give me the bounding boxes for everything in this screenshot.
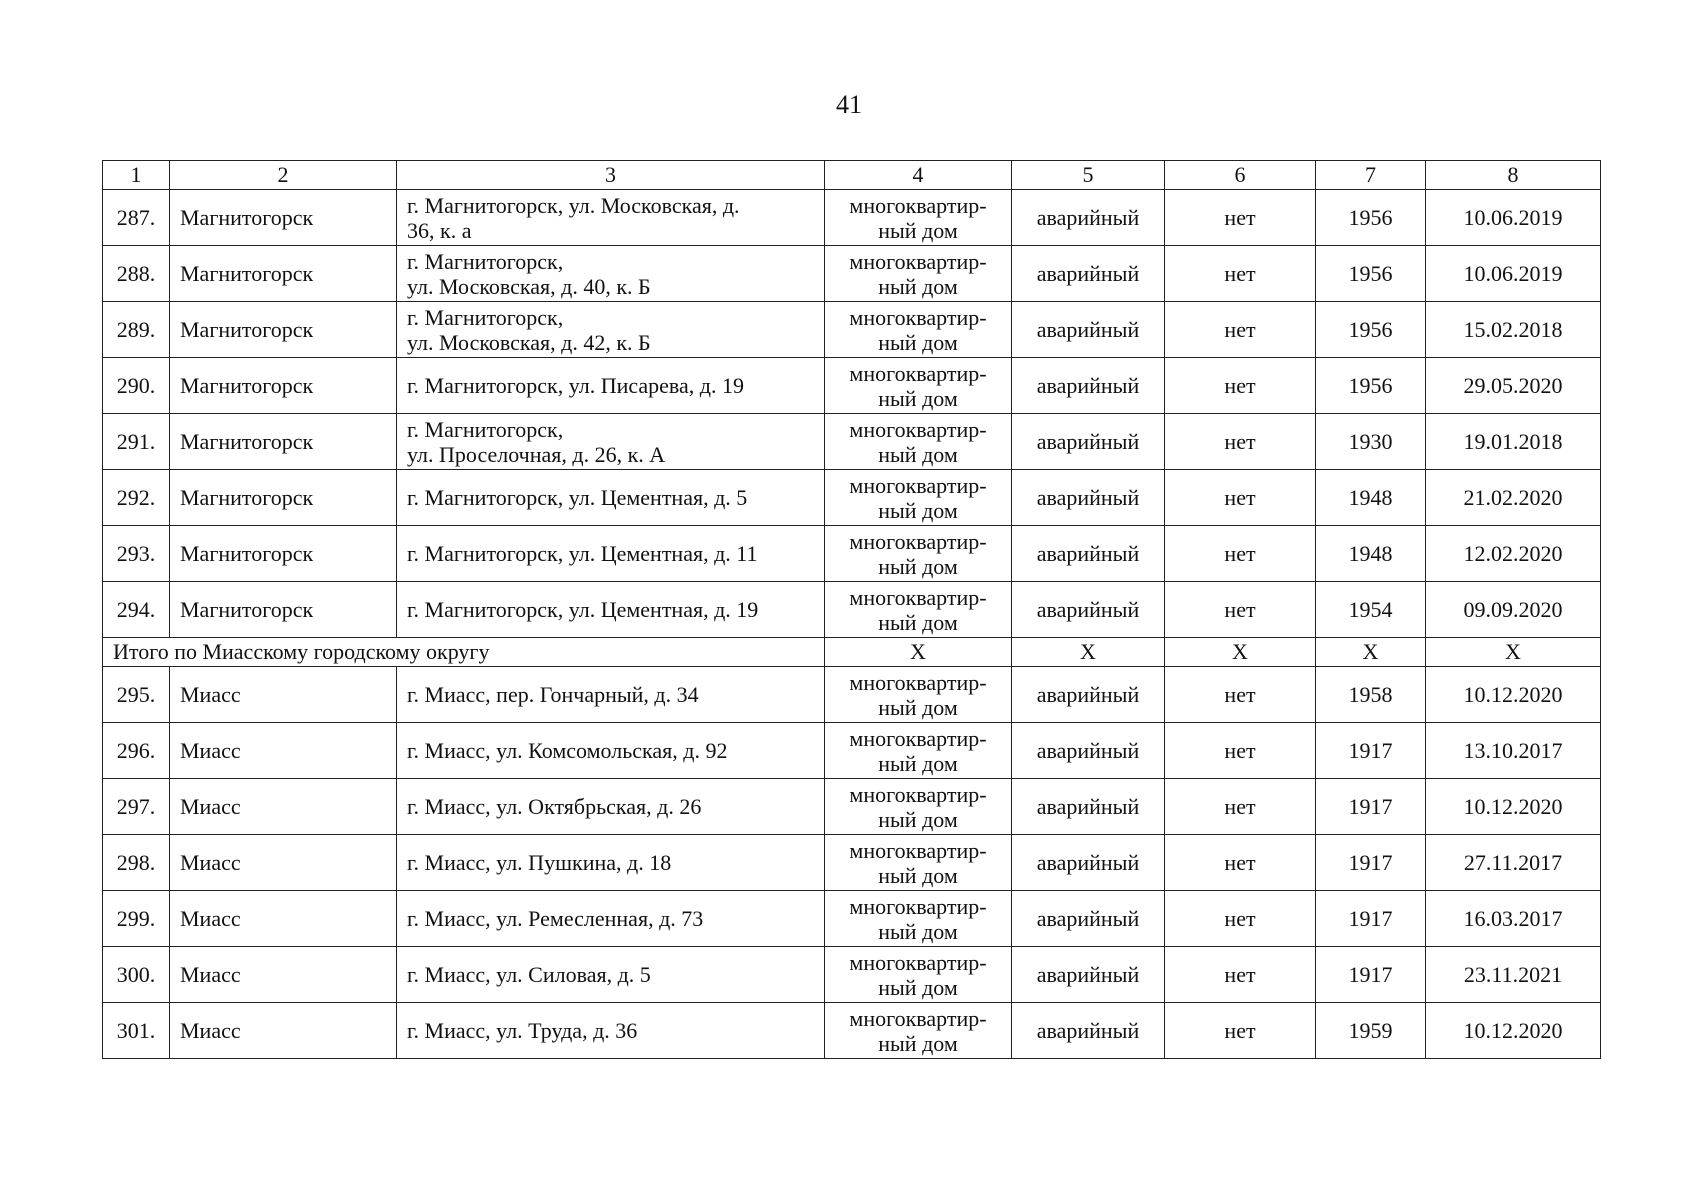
address-cell-line: г. Миасс, ул. Комсомольская, д. 92 xyxy=(407,738,728,763)
table-row xyxy=(103,891,1601,947)
city-cell: Миасс xyxy=(170,835,397,891)
city-cell: Магнитогорск xyxy=(170,190,397,246)
table-row xyxy=(103,667,1601,723)
building-type-cell-line: многоквартир- xyxy=(849,248,987,274)
building-type-cell-line: ный дом xyxy=(878,497,958,523)
row-number: 297. xyxy=(103,779,170,835)
building-type-cell-line: ный дом xyxy=(878,1030,958,1056)
table-row xyxy=(103,582,1601,638)
year-cell: 1930 xyxy=(1316,414,1426,470)
address-cell xyxy=(397,835,825,891)
building-type-cell-line: многоквартир- xyxy=(849,192,987,218)
city-cell: Миасс xyxy=(170,667,397,723)
building-type-cell-line: многоквартир- xyxy=(849,528,987,554)
column-header: 3 xyxy=(397,161,825,190)
city-cell: Магнитогорск xyxy=(170,302,397,358)
condition-cell: аварийный xyxy=(1012,526,1165,582)
table-row xyxy=(103,779,1601,835)
date-cell: 10.06.2019 xyxy=(1426,246,1601,302)
flag-cell: нет xyxy=(1165,358,1316,414)
condition-cell: аварийный xyxy=(1012,947,1165,1003)
building-type-cell xyxy=(825,246,1012,302)
address-cell-line: г. Магнитогорск, ул. Московская, д. xyxy=(407,192,740,218)
building-type-cell xyxy=(825,190,1012,246)
address-cell-line: г. Магнитогорск, xyxy=(407,416,564,442)
subtotal-cell: Х xyxy=(825,638,1012,667)
year-cell: 1956 xyxy=(1316,190,1426,246)
address-cell xyxy=(397,582,825,638)
table-row xyxy=(103,1003,1601,1059)
date-cell: 16.03.2017 xyxy=(1426,891,1601,947)
row-number: 296. xyxy=(103,723,170,779)
building-type-cell xyxy=(825,947,1012,1003)
city-cell: Магнитогорск xyxy=(170,526,397,582)
address-cell-line: ул. Московская, д. 42, к. Б xyxy=(407,329,651,355)
building-type-cell-line: многоквартир- xyxy=(849,837,987,863)
date-cell: 27.11.2017 xyxy=(1426,835,1601,891)
year-cell: 1956 xyxy=(1316,358,1426,414)
address-cell-line: 36, к. а xyxy=(407,217,472,243)
address-cell xyxy=(397,1003,825,1059)
row-number: 293. xyxy=(103,526,170,582)
subtotal-cell: Х xyxy=(1012,638,1165,667)
table-row xyxy=(103,358,1601,414)
year-cell: 1959 xyxy=(1316,1003,1426,1059)
building-type-cell xyxy=(825,582,1012,638)
row-number: 289. xyxy=(103,302,170,358)
date-cell: 10.12.2020 xyxy=(1426,1003,1601,1059)
year-cell: 1956 xyxy=(1316,302,1426,358)
building-type-cell-line: ный дом xyxy=(878,862,958,888)
year-cell: 1948 xyxy=(1316,526,1426,582)
flag-cell: нет xyxy=(1165,414,1316,470)
column-header: 2 xyxy=(170,161,397,190)
year-cell: 1956 xyxy=(1316,246,1426,302)
column-header: 6 xyxy=(1165,161,1316,190)
year-cell: 1917 xyxy=(1316,779,1426,835)
condition-cell: аварийный xyxy=(1012,414,1165,470)
flag-cell: нет xyxy=(1165,891,1316,947)
subtotal-label: Итого по Миасскому городскому округу xyxy=(103,638,825,667)
building-type-cell-line: многоквартир- xyxy=(849,584,987,610)
address-cell xyxy=(397,358,825,414)
building-type-cell-line: ный дом xyxy=(878,553,958,579)
city-cell: Магнитогорск xyxy=(170,246,397,302)
flag-cell: нет xyxy=(1165,582,1316,638)
city-cell: Миасс xyxy=(170,723,397,779)
city-cell: Миасс xyxy=(170,1003,397,1059)
building-type-cell xyxy=(825,414,1012,470)
building-type-cell-line: ный дом xyxy=(878,918,958,944)
building-type-cell xyxy=(825,526,1012,582)
row-number: 288. xyxy=(103,246,170,302)
condition-cell: аварийный xyxy=(1012,302,1165,358)
address-cell xyxy=(397,526,825,582)
building-type-cell-line: многоквартир- xyxy=(849,725,987,751)
condition-cell: аварийный xyxy=(1012,723,1165,779)
building-type-cell-line: ный дом xyxy=(878,441,958,467)
condition-cell: аварийный xyxy=(1012,246,1165,302)
year-cell: 1917 xyxy=(1316,947,1426,1003)
building-type-cell-line: многоквартир- xyxy=(849,893,987,919)
address-cell xyxy=(397,190,825,246)
building-type-cell xyxy=(825,302,1012,358)
table-body xyxy=(103,190,1601,1059)
building-type-cell-line: многоквартир- xyxy=(849,949,987,975)
table-row xyxy=(103,723,1601,779)
table-row xyxy=(103,526,1601,582)
city-cell: Магнитогорск xyxy=(170,582,397,638)
building-type-cell-line: ный дом xyxy=(878,217,958,243)
year-cell: 1917 xyxy=(1316,723,1426,779)
housing-register-table xyxy=(102,160,1601,1059)
flag-cell: нет xyxy=(1165,246,1316,302)
building-type-cell xyxy=(825,835,1012,891)
date-cell: 23.11.2021 xyxy=(1426,947,1601,1003)
date-cell: 10.12.2020 xyxy=(1426,779,1601,835)
column-header: 5 xyxy=(1012,161,1165,190)
row-number: 287. xyxy=(103,190,170,246)
subtotal-row xyxy=(103,638,1601,667)
table-row xyxy=(103,302,1601,358)
row-number: 301. xyxy=(103,1003,170,1059)
building-type-cell-line: многоквартир- xyxy=(849,781,987,807)
subtotal-cell: Х xyxy=(1316,638,1426,667)
building-type-cell-line: ный дом xyxy=(878,329,958,355)
address-cell-line: г. Магнитогорск, ул. Писарева, д. 19 xyxy=(407,373,744,398)
address-cell-line: г. Магнитогорск, ул. Цементная, д. 19 xyxy=(407,597,759,622)
building-type-cell xyxy=(825,1003,1012,1059)
condition-cell: аварийный xyxy=(1012,835,1165,891)
flag-cell: нет xyxy=(1165,1003,1316,1059)
condition-cell: аварийный xyxy=(1012,667,1165,723)
building-type-cell xyxy=(825,667,1012,723)
building-type-cell-line: многоквартир- xyxy=(849,416,987,442)
date-cell: 15.02.2018 xyxy=(1426,302,1601,358)
row-number: 290. xyxy=(103,358,170,414)
table-row xyxy=(103,835,1601,891)
table-row xyxy=(103,246,1601,302)
building-type-cell xyxy=(825,891,1012,947)
building-type-cell-line: ный дом xyxy=(878,609,958,635)
building-type-cell xyxy=(825,779,1012,835)
row-number: 295. xyxy=(103,667,170,723)
column-header: 7 xyxy=(1316,161,1426,190)
column-header: 8 xyxy=(1426,161,1601,190)
row-number: 300. xyxy=(103,947,170,1003)
year-cell: 1958 xyxy=(1316,667,1426,723)
condition-cell: аварийный xyxy=(1012,1003,1165,1059)
city-cell: Миасс xyxy=(170,891,397,947)
building-type-cell-line: ный дом xyxy=(878,806,958,832)
address-cell xyxy=(397,470,825,526)
address-cell-line: ул. Московская, д. 40, к. Б xyxy=(407,273,651,299)
flag-cell: нет xyxy=(1165,302,1316,358)
building-type-cell-line: многоквартир- xyxy=(849,1005,987,1031)
row-number: 299. xyxy=(103,891,170,947)
building-type-cell xyxy=(825,723,1012,779)
address-cell xyxy=(397,891,825,947)
address-cell xyxy=(397,414,825,470)
address-cell-line: г. Миасс, пер. Гончарный, д. 34 xyxy=(407,682,699,707)
date-cell: 19.01.2018 xyxy=(1426,414,1601,470)
address-cell-line: г. Магнитогорск, ул. Цементная, д. 5 xyxy=(407,485,748,510)
row-number: 294. xyxy=(103,582,170,638)
row-number: 292. xyxy=(103,470,170,526)
city-cell: Магнитогорск xyxy=(170,414,397,470)
year-cell: 1954 xyxy=(1316,582,1426,638)
address-cell-line: г. Миасс, ул. Октябрьская, д. 26 xyxy=(407,794,702,819)
building-type-cell-line: ный дом xyxy=(878,273,958,299)
address-cell xyxy=(397,246,825,302)
address-cell-line: г. Миасс, ул. Силовая, д. 5 xyxy=(407,962,651,987)
city-cell: Миасс xyxy=(170,947,397,1003)
address-cell-line: г. Миасс, ул. Ремесленная, д. 73 xyxy=(407,906,704,931)
year-cell: 1948 xyxy=(1316,470,1426,526)
condition-cell: аварийный xyxy=(1012,582,1165,638)
year-cell: 1917 xyxy=(1316,835,1426,891)
address-cell-line: г. Магнитогорск, xyxy=(407,304,564,330)
address-cell xyxy=(397,947,825,1003)
date-cell: 10.12.2020 xyxy=(1426,667,1601,723)
building-type-cell xyxy=(825,358,1012,414)
column-header: 1 xyxy=(103,161,170,190)
building-type-cell-line: многоквартир- xyxy=(849,304,987,330)
subtotal-cell: Х xyxy=(1165,638,1316,667)
row-number: 291. xyxy=(103,414,170,470)
building-type-cell xyxy=(825,470,1012,526)
address-cell-line: г. Магнитогорск, ул. Цементная, д. 11 xyxy=(407,541,758,566)
address-cell-line: г. Миасс, ул. Пушкина, д. 18 xyxy=(407,850,672,875)
table-row xyxy=(103,947,1601,1003)
flag-cell: нет xyxy=(1165,947,1316,1003)
flag-cell: нет xyxy=(1165,723,1316,779)
table-row xyxy=(103,190,1601,246)
building-type-cell-line: многоквартир- xyxy=(849,669,987,695)
condition-cell: аварийный xyxy=(1012,358,1165,414)
address-cell xyxy=(397,723,825,779)
flag-cell: нет xyxy=(1165,190,1316,246)
page-number: 41 xyxy=(836,90,862,119)
condition-cell: аварийный xyxy=(1012,779,1165,835)
table-row xyxy=(103,470,1601,526)
date-cell: 21.02.2020 xyxy=(1426,470,1601,526)
address-cell xyxy=(397,667,825,723)
building-type-cell-line: ный дом xyxy=(878,974,958,1000)
date-cell: 13.10.2017 xyxy=(1426,723,1601,779)
subtotal-cell: Х xyxy=(1426,638,1601,667)
city-cell: Магнитогорск xyxy=(170,470,397,526)
building-type-cell-line: ный дом xyxy=(878,750,958,776)
flag-cell: нет xyxy=(1165,779,1316,835)
table-row xyxy=(103,414,1601,470)
address-cell xyxy=(397,779,825,835)
flag-cell: нет xyxy=(1165,526,1316,582)
address-cell-line: г. Магнитогорск, xyxy=(407,248,564,274)
condition-cell: аварийный xyxy=(1012,470,1165,526)
building-type-cell-line: многоквартир- xyxy=(849,360,987,386)
flag-cell: нет xyxy=(1165,835,1316,891)
date-cell: 10.06.2019 xyxy=(1426,190,1601,246)
city-cell: Миасс xyxy=(170,779,397,835)
address-cell-line: г. Миасс, ул. Труда, д. 36 xyxy=(407,1018,638,1043)
date-cell: 29.05.2020 xyxy=(1426,358,1601,414)
condition-cell: аварийный xyxy=(1012,891,1165,947)
row-number: 298. xyxy=(103,835,170,891)
column-number-header-row xyxy=(103,161,1601,190)
address-cell xyxy=(397,302,825,358)
year-cell: 1917 xyxy=(1316,891,1426,947)
date-cell: 12.02.2020 xyxy=(1426,526,1601,582)
city-cell: Магнитогорск xyxy=(170,358,397,414)
flag-cell: нет xyxy=(1165,667,1316,723)
condition-cell: аварийный xyxy=(1012,190,1165,246)
building-type-cell-line: многоквартир- xyxy=(849,472,987,498)
date-cell: 09.09.2020 xyxy=(1426,582,1601,638)
flag-cell: нет xyxy=(1165,470,1316,526)
column-header: 4 xyxy=(825,161,1012,190)
building-type-cell-line: ный дом xyxy=(878,385,958,411)
building-type-cell-line: ный дом xyxy=(878,694,958,720)
address-cell-line: ул. Проселочная, д. 26, к. А xyxy=(407,441,666,467)
